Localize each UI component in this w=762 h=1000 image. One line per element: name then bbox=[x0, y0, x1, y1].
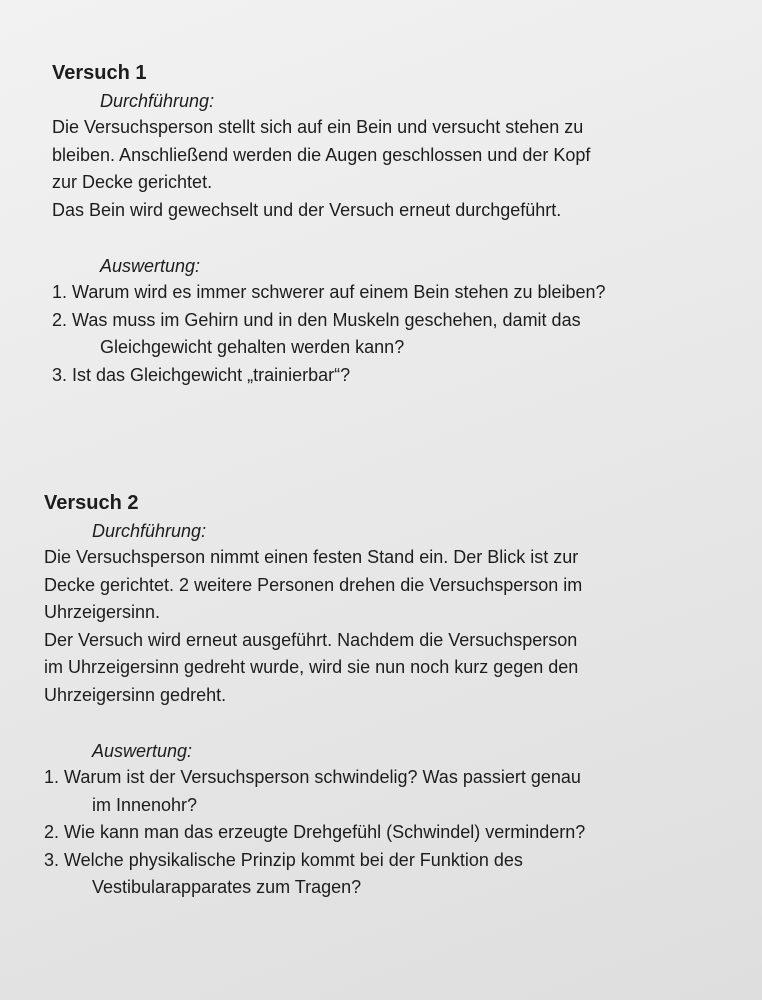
versuch-2-line: Decke gerichtet. 2 weitere Personen drehen die Versuchsperson im bbox=[44, 574, 583, 595]
versuch-1-line: Das Bein wird gewechselt und der Versuch erneut durchgeführt. bbox=[52, 199, 562, 220]
versuch-2-title: Versuch 2 bbox=[44, 492, 139, 514]
versuch-1-line: zur Decke gerichtet. bbox=[52, 172, 213, 192]
question-text: Warum ist der Versuchsperson schwindelig? Was passiert genau bbox=[64, 767, 581, 787]
question-text: Ist das Gleichgewicht „trainierbar“? bbox=[72, 364, 351, 385]
versuch-2-durchfuehrung-label: Durchführung: bbox=[92, 521, 207, 541]
versuch-2-line: im Uhrzeigersinn gedreht wurde, wird sie nun noch kurz gegen den bbox=[44, 657, 579, 677]
question-number: 1. bbox=[52, 282, 68, 302]
versuch-2-line: Der Versuch wird erneut ausgeführt. Nachdem die Versuchsperson bbox=[44, 629, 578, 650]
question-number: 2. bbox=[44, 822, 60, 842]
question-text-continued: im Innenohr? bbox=[92, 794, 198, 815]
question-number: 2. bbox=[52, 309, 68, 330]
versuch-2-line: Uhrzeigersinn gedreht. bbox=[44, 684, 227, 705]
versuch-1-line: bleiben. Anschließend werden die Augen geschlossen und der Kopf bbox=[52, 144, 591, 165]
question-text-continued: Vestibularapparates zum Tragen? bbox=[92, 877, 362, 897]
versuch-1-line: Die Versuchsperson stellt sich auf ein Bein und versucht stehen zu bbox=[52, 117, 584, 137]
versuch-1-title: Versuch 1 bbox=[52, 62, 147, 84]
question-item bbox=[44, 764, 744, 819]
question-item bbox=[44, 847, 744, 902]
question-number: 3. bbox=[52, 364, 68, 385]
versuch-1-auswertung-label: Auswertung: bbox=[100, 256, 201, 276]
versuch-2-auswertung-label: Auswertung: bbox=[92, 741, 193, 761]
question-number: 3. bbox=[44, 849, 60, 870]
question-text: Wie kann man das erzeugte Drehgefühl (Schwindel) vermindern? bbox=[64, 822, 586, 842]
question-text: Warum wird es immer schwerer auf einem Bein stehen zu bleiben? bbox=[72, 282, 606, 302]
versuch-1-questions bbox=[52, 279, 742, 389]
question-text-continued: Gleichgewicht gehalten werden kann? bbox=[100, 337, 405, 357]
versuch-2-questions bbox=[44, 764, 744, 902]
question-item bbox=[52, 362, 742, 390]
versuch-2-section bbox=[44, 490, 744, 902]
question-item bbox=[52, 307, 742, 362]
versuch-2-line: Die Versuchsperson nimmt einen festen Stand ein. Der Blick ist zur bbox=[44, 547, 579, 567]
question-text: Welche physikalische Prinzip kommt bei der Funktion des bbox=[64, 849, 523, 870]
versuch-1-durchfuehrung-label: Durchführung: bbox=[100, 91, 215, 111]
versuch-1-section bbox=[52, 60, 742, 389]
question-item bbox=[44, 819, 744, 847]
versuch-2-line: Uhrzeigersinn. bbox=[44, 602, 161, 622]
question-text: Was muss im Gehirn und in den Muskeln geschehen, damit das bbox=[72, 309, 581, 330]
question-number: 1. bbox=[44, 767, 60, 787]
question-item bbox=[52, 279, 742, 307]
